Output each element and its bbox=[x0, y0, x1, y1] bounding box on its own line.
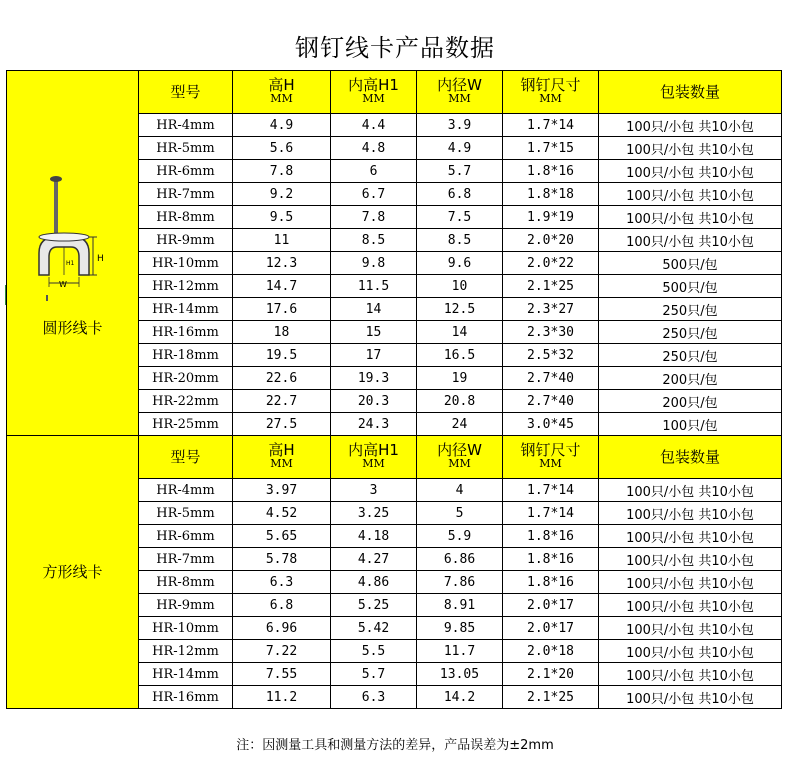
cell-w: 10 bbox=[417, 275, 503, 298]
header-nail-unit: MM bbox=[539, 92, 562, 105]
cell-nail: 1.9*19 bbox=[503, 206, 599, 229]
cell-model: HR-6mm bbox=[139, 525, 233, 548]
cell-h: 7.8 bbox=[233, 160, 331, 183]
cell-h1: 19.3 bbox=[331, 367, 417, 390]
cell-h: 6.3 bbox=[233, 571, 331, 594]
cell-model: HR-10mm bbox=[139, 252, 233, 275]
cell-h: 6.8 bbox=[233, 594, 331, 617]
cell-h1: 4.86 bbox=[331, 571, 417, 594]
cell-model: HR-8mm bbox=[139, 571, 233, 594]
header-nail-label: 钢钉尺寸 bbox=[520, 441, 581, 459]
cell-pack: 100只/小包 共10小包 bbox=[599, 617, 782, 640]
cell-nail: 1.8*16 bbox=[503, 548, 599, 571]
header-nail-label: 钢钉尺寸 bbox=[520, 76, 581, 94]
cell-nail: 2.3*27 bbox=[503, 298, 599, 321]
cell-nail: 2.1*25 bbox=[503, 686, 599, 709]
cell-w: 14.2 bbox=[417, 686, 503, 709]
cell-h: 5.6 bbox=[233, 137, 331, 160]
header-w bbox=[417, 71, 503, 114]
cell-w: 20.8 bbox=[417, 390, 503, 413]
round-category-cell bbox=[7, 71, 139, 436]
cell-nail: 1.8*16 bbox=[503, 525, 599, 548]
cell-w: 5.7 bbox=[417, 160, 503, 183]
cell-pack: 100只/小包 共10小包 bbox=[599, 502, 782, 525]
cell-h1: 6.7 bbox=[331, 183, 417, 206]
cell-h: 9.5 bbox=[233, 206, 331, 229]
cell-nail: 1.7*14 bbox=[503, 479, 599, 502]
cell-h: 27.5 bbox=[233, 413, 331, 436]
header-pack-label: 包装数量 bbox=[659, 83, 720, 101]
cell-w: 13.05 bbox=[417, 663, 503, 686]
cell-h: 4.9 bbox=[233, 114, 331, 137]
header-model bbox=[139, 436, 233, 479]
cell-w: 9.85 bbox=[417, 617, 503, 640]
cell-h: 17.6 bbox=[233, 298, 331, 321]
cell-pack: 100只/小包 共10小包 bbox=[599, 594, 782, 617]
square-category-cell bbox=[7, 436, 139, 709]
header-nail bbox=[503, 436, 599, 479]
cell-model: HR-7mm bbox=[139, 183, 233, 206]
cell-pack: 100只/小包 共10小包 bbox=[599, 525, 782, 548]
cell-model: HR-8mm bbox=[139, 206, 233, 229]
cell-pack: 500只/包 bbox=[599, 275, 782, 298]
cell-h1: 15 bbox=[331, 321, 417, 344]
cell-nail: 2.0*18 bbox=[503, 640, 599, 663]
cell-nail: 2.5*32 bbox=[503, 344, 599, 367]
cell-h1: 4.18 bbox=[331, 525, 417, 548]
cell-nail: 2.1*25 bbox=[503, 275, 599, 298]
cell-nail: 2.7*40 bbox=[503, 390, 599, 413]
cell-nail: 2.0*17 bbox=[503, 594, 599, 617]
cell-h1: 5.42 bbox=[331, 617, 417, 640]
cell-pack: 100只/小包 共10小包 bbox=[599, 548, 782, 571]
cell-pack: 100只/小包 共10小包 bbox=[599, 571, 782, 594]
header-w-unit: MM bbox=[448, 457, 471, 470]
cell-pack: 100只/小包 共10小包 bbox=[599, 229, 782, 252]
cell-w: 8.91 bbox=[417, 594, 503, 617]
cell-model: HR-4mm bbox=[139, 114, 233, 137]
footnote: 注：因测量工具和测量方法的差异，产品误差为±2mm bbox=[236, 738, 554, 753]
cell-w: 24 bbox=[417, 413, 503, 436]
cell-pack: 100只/小包 共10小包 bbox=[599, 206, 782, 229]
round-category-label: 圆形线卡 bbox=[42, 319, 103, 337]
cell-nail: 1.8*16 bbox=[503, 571, 599, 594]
cell-w: 4 bbox=[417, 479, 503, 502]
cell-nail: 1.8*18 bbox=[503, 183, 599, 206]
cell-pack: 100只/小包 共10小包 bbox=[599, 686, 782, 709]
cell-h1: 6 bbox=[331, 160, 417, 183]
cell-pack: 250只/包 bbox=[599, 321, 782, 344]
cell-nail: 3.0*45 bbox=[503, 413, 599, 436]
cell-model: HR-9mm bbox=[139, 229, 233, 252]
cell-h1: 5.5 bbox=[331, 640, 417, 663]
header-model-label: 型号 bbox=[170, 83, 201, 101]
cell-h: 5.78 bbox=[233, 548, 331, 571]
page-title: 钢钉线卡产品数据 bbox=[295, 34, 495, 62]
cell-model: HR-6mm bbox=[139, 160, 233, 183]
header-h-label: 高H bbox=[268, 76, 295, 94]
header-h1-label: 内高H1 bbox=[348, 76, 399, 94]
cell-h1: 24.3 bbox=[331, 413, 417, 436]
cell-h: 7.55 bbox=[233, 663, 331, 686]
cell-nail: 1.7*14 bbox=[503, 502, 599, 525]
cell-h1: 14 bbox=[331, 298, 417, 321]
cell-w: 19 bbox=[417, 367, 503, 390]
cell-nail: 2.1*20 bbox=[503, 663, 599, 686]
cell-h: 7.22 bbox=[233, 640, 331, 663]
cell-pack: 100只/小包 共10小包 bbox=[599, 114, 782, 137]
cell-w: 7.86 bbox=[417, 571, 503, 594]
cell-model: HR-20mm bbox=[139, 367, 233, 390]
cell-h: 19.5 bbox=[233, 344, 331, 367]
cell-h: 3.97 bbox=[233, 479, 331, 502]
cell-w: 3.9 bbox=[417, 114, 503, 137]
cell-nail: 2.7*40 bbox=[503, 367, 599, 390]
cell-model: HR-12mm bbox=[139, 275, 233, 298]
cell-h1: 4.4 bbox=[331, 114, 417, 137]
cable-clip-diagram bbox=[33, 171, 113, 311]
header-h-unit: MM bbox=[270, 457, 293, 470]
cell-h: 14.7 bbox=[233, 275, 331, 298]
header-nail bbox=[503, 71, 599, 114]
cell-h: 11 bbox=[233, 229, 331, 252]
cell-nail: 1.7*14 bbox=[503, 114, 599, 137]
cell-w: 12.5 bbox=[417, 298, 503, 321]
header-h-label: 高H bbox=[268, 441, 295, 459]
cell-pack: 200只/包 bbox=[599, 390, 782, 413]
cell-model: HR-4mm bbox=[139, 479, 233, 502]
cell-h: 22.6 bbox=[233, 367, 331, 390]
cell-h1: 8.5 bbox=[331, 229, 417, 252]
cell-model: HR-22mm bbox=[139, 390, 233, 413]
cell-w: 5 bbox=[417, 502, 503, 525]
diagram-h-label: H bbox=[96, 254, 104, 264]
header-w-label: 内径W bbox=[437, 441, 482, 459]
cell-pack: 200只/包 bbox=[599, 367, 782, 390]
cell-nail: 2.0*20 bbox=[503, 229, 599, 252]
header-h-unit: MM bbox=[270, 92, 293, 105]
cell-h: 22.7 bbox=[233, 390, 331, 413]
cell-h: 6.96 bbox=[233, 617, 331, 640]
cell-h1: 5.25 bbox=[331, 594, 417, 617]
cell-w: 8.5 bbox=[417, 229, 503, 252]
cell-w: 9.6 bbox=[417, 252, 503, 275]
square-header-row bbox=[7, 436, 782, 479]
cell-h1: 11.5 bbox=[331, 275, 417, 298]
cell-pack: 250只/包 bbox=[599, 344, 782, 367]
cell-h1: 20.3 bbox=[331, 390, 417, 413]
cell-model: HR-12mm bbox=[139, 640, 233, 663]
cell-w: 11.7 bbox=[417, 640, 503, 663]
cell-h1: 3.25 bbox=[331, 502, 417, 525]
cell-w: 16.5 bbox=[417, 344, 503, 367]
cell-pack: 100只/小包 共10小包 bbox=[599, 640, 782, 663]
cell-nail: 2.0*17 bbox=[503, 617, 599, 640]
cell-h: 12.3 bbox=[233, 252, 331, 275]
cell-h1: 6.3 bbox=[331, 686, 417, 709]
cell-h1: 7.8 bbox=[331, 206, 417, 229]
header-model-label: 型号 bbox=[170, 448, 201, 466]
diagram-w-label: W bbox=[58, 280, 67, 289]
cell-pack: 100只/小包 共10小包 bbox=[599, 160, 782, 183]
cell-model: HR-10mm bbox=[139, 617, 233, 640]
cell-h1: 3 bbox=[331, 479, 417, 502]
cell-h: 5.65 bbox=[233, 525, 331, 548]
cell-model: HR-5mm bbox=[139, 137, 233, 160]
header-h bbox=[233, 71, 331, 114]
cell-h: 11.2 bbox=[233, 686, 331, 709]
spec-table bbox=[6, 70, 782, 709]
cell-model: HR-7mm bbox=[139, 548, 233, 571]
cell-w: 4.9 bbox=[417, 137, 503, 160]
square-category-label: 方形线卡 bbox=[42, 563, 103, 581]
cell-pack: 500只/包 bbox=[599, 252, 782, 275]
cell-model: HR-18mm bbox=[139, 344, 233, 367]
cell-h: 9.2 bbox=[233, 183, 331, 206]
cell-w: 5.9 bbox=[417, 525, 503, 548]
cell-w: 6.86 bbox=[417, 548, 503, 571]
cell-pack: 100只/包 bbox=[599, 413, 782, 436]
cell-model: HR-5mm bbox=[139, 502, 233, 525]
header-w-unit: MM bbox=[448, 92, 471, 105]
cell-w: 14 bbox=[417, 321, 503, 344]
header-h1-unit: MM bbox=[362, 92, 385, 105]
cell-h1: 17 bbox=[331, 344, 417, 367]
cell-model: HR-16mm bbox=[139, 686, 233, 709]
header-h1-label: 内高H1 bbox=[348, 441, 399, 459]
cell-w: 6.8 bbox=[417, 183, 503, 206]
cell-nail: 2.3*30 bbox=[503, 321, 599, 344]
header-nail-unit: MM bbox=[539, 457, 562, 470]
cell-pack: 250只/包 bbox=[599, 298, 782, 321]
header-h1-unit: MM bbox=[362, 457, 385, 470]
cell-h1: 4.27 bbox=[331, 548, 417, 571]
cell-w: 7.5 bbox=[417, 206, 503, 229]
cell-pack: 100只/小包 共10小包 bbox=[599, 479, 782, 502]
cell-model: HR-14mm bbox=[139, 663, 233, 686]
cell-nail: 1.7*15 bbox=[503, 137, 599, 160]
header-pack-label: 包装数量 bbox=[659, 448, 720, 466]
header-w-label: 内径W bbox=[437, 76, 482, 94]
diagram-h1-label: H1 bbox=[65, 260, 74, 267]
header-h1 bbox=[331, 436, 417, 479]
cell-pack: 100只/小包 共10小包 bbox=[599, 183, 782, 206]
cell-h: 18 bbox=[233, 321, 331, 344]
cell-nail: 1.8*16 bbox=[503, 160, 599, 183]
cell-pack: 100只/小包 共10小包 bbox=[599, 137, 782, 160]
cell-model: HR-16mm bbox=[139, 321, 233, 344]
cell-model: HR-14mm bbox=[139, 298, 233, 321]
header-pack bbox=[599, 71, 782, 114]
cell-h1: 4.8 bbox=[331, 137, 417, 160]
cell-h: 4.52 bbox=[233, 502, 331, 525]
header-w bbox=[417, 436, 503, 479]
cell-model: HR-9mm bbox=[139, 594, 233, 617]
cell-h1: 9.8 bbox=[331, 252, 417, 275]
header-h1 bbox=[331, 71, 417, 114]
header-h bbox=[233, 436, 331, 479]
round-header-row bbox=[7, 71, 782, 114]
header-model bbox=[139, 71, 233, 114]
cell-nail: 2.0*22 bbox=[503, 252, 599, 275]
cell-pack: 100只/小包 共10小包 bbox=[599, 663, 782, 686]
header-pack bbox=[599, 436, 782, 479]
cell-model: HR-25mm bbox=[139, 413, 233, 436]
cell-h1: 5.7 bbox=[331, 663, 417, 686]
